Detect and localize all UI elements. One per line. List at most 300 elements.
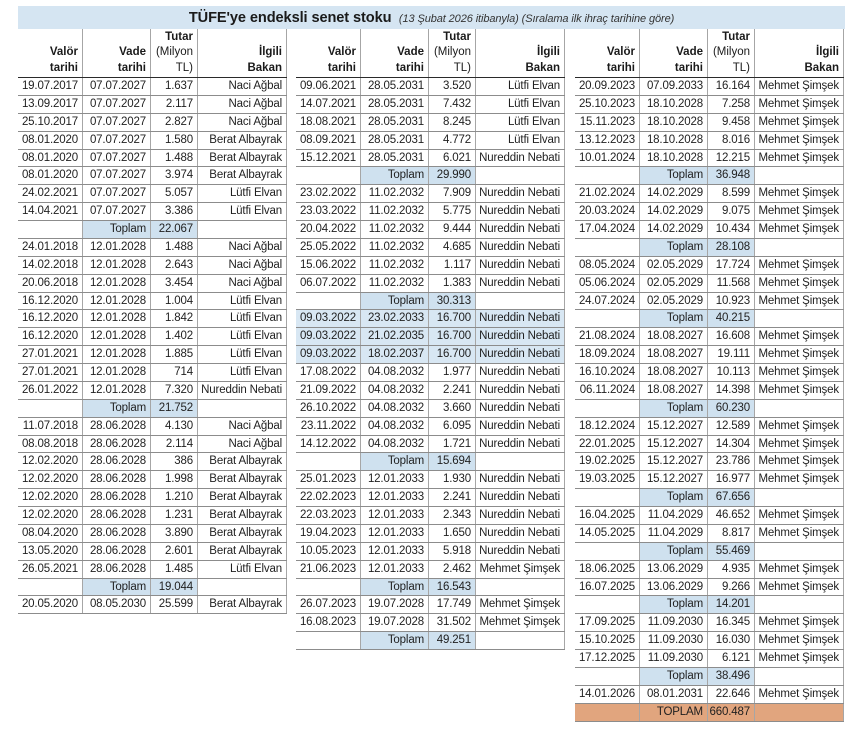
- total-value: 40.215: [707, 310, 754, 327]
- table-row: [18, 596, 287, 614]
- total-row: [296, 579, 565, 597]
- table-row: [575, 78, 844, 96]
- tutar-cell: 2.241: [428, 489, 475, 506]
- tutar-cell: 23.786: [707, 453, 754, 470]
- valor-cell: 21.06.2023: [299, 562, 356, 575]
- vade-cell: 08.05.2030: [82, 596, 150, 613]
- vade-cell: 12.01.2033: [360, 507, 428, 524]
- bakan-cell: Nureddin Nebati: [475, 382, 565, 399]
- table-row: [18, 364, 287, 382]
- total-label: Toplam: [639, 543, 707, 560]
- vade-cell: 14.02.2029: [639, 221, 707, 238]
- table-header: [575, 29, 844, 78]
- bakan-cell: Lütfi Elvan: [197, 346, 287, 363]
- header-valor-text: tarihi: [327, 61, 356, 74]
- table-row: [296, 257, 565, 275]
- header-vade: [639, 29, 707, 77]
- table-row: [575, 436, 844, 454]
- valor-cell: 14.12.2022: [299, 437, 356, 450]
- valor-cell: 19.07.2017: [21, 80, 78, 92]
- valor-cell: 14.05.2025: [578, 526, 635, 539]
- tutar-cell: 4.685: [428, 239, 475, 256]
- total-label: Toplam: [639, 400, 707, 417]
- total-value: 19.044: [150, 579, 197, 596]
- total-row: [575, 596, 844, 614]
- valor-cell: 22.01.2025: [578, 437, 635, 450]
- bakan-cell: Mehmet Şimşek: [754, 632, 844, 649]
- total-label: Toplam: [82, 579, 150, 596]
- total-label: Toplam: [360, 453, 428, 470]
- vade-cell: 18.02.2037: [360, 346, 428, 363]
- valor-cell: 15.11.2023: [579, 115, 635, 128]
- valor-cell: 18.09.2024: [578, 348, 635, 361]
- vade-cell: 11.02.2032: [360, 275, 428, 292]
- header-tutar-text: Tutar: [165, 31, 193, 44]
- vade-cell: 12.01.2033: [360, 561, 428, 578]
- table-row: [575, 346, 844, 364]
- tutar-cell: 386: [150, 453, 197, 470]
- table-row: [575, 328, 844, 346]
- vade-cell: 04.08.2032: [360, 364, 428, 381]
- bakan-cell: Berat Albayrak: [197, 543, 287, 560]
- valor-cell: 09.03.2022: [299, 348, 356, 361]
- table-row: [296, 507, 565, 525]
- bakan-cell: Mehmet Şimşek: [754, 471, 844, 488]
- header-tutar-text: (Milyon: [712, 46, 750, 59]
- table-row: [296, 400, 565, 418]
- valor-cell: 06.11.2024: [579, 383, 635, 396]
- tutar-cell: 3.520: [428, 78, 475, 95]
- bakan-cell: Mehmet Şimşek: [754, 382, 844, 399]
- valor-cell: 09.03.2022: [299, 312, 356, 325]
- valor-cell: 25.10.2017: [21, 115, 78, 128]
- bakan-cell: Mehmet Şimşek: [754, 507, 844, 524]
- valor-cell: 26.07.2023: [299, 598, 356, 611]
- header-bakan-text: İlgili: [259, 46, 282, 59]
- valor-cell: 23.03.2022: [299, 205, 356, 218]
- empty-cell: [18, 400, 82, 417]
- vade-cell: 18.10.2028: [639, 132, 707, 149]
- table-row: [18, 489, 287, 507]
- tutar-cell: 2.114: [150, 436, 197, 453]
- valor-cell: 16.08.2023: [299, 616, 356, 629]
- table-row: [575, 221, 844, 239]
- vade-cell: 11.02.2032: [360, 221, 428, 238]
- header-tutar-text: TL): [175, 61, 193, 74]
- tutar-cell: 16.030: [707, 632, 754, 649]
- bakan-cell: Naci Ağbal: [197, 257, 287, 274]
- vade-cell: 11.04.2029: [639, 525, 707, 542]
- table-group-1: [18, 29, 287, 614]
- total-row: [18, 400, 287, 418]
- empty-cell: [475, 632, 565, 649]
- vade-cell: 12.01.2033: [360, 471, 428, 488]
- valor-cell: 16.10.2024: [578, 366, 635, 378]
- vade-cell: 07.07.2027: [82, 132, 150, 149]
- bakan-cell: Mehmet Şimşek: [754, 436, 844, 453]
- header-vade-text: tarihi: [674, 61, 703, 74]
- header-tutar-text: Tutar: [443, 31, 471, 44]
- header-tutar: [707, 29, 754, 77]
- vade-cell: 11.02.2032: [360, 203, 428, 220]
- table-group-2: [296, 29, 565, 650]
- vade-cell: 04.08.2032: [360, 418, 428, 435]
- table-row: [18, 543, 287, 561]
- bakan-cell: Lütfi Elvan: [197, 293, 287, 310]
- bakan-cell: Berat Albayrak: [197, 167, 287, 184]
- total-value: 29.990: [428, 167, 475, 184]
- header-valor: [18, 29, 82, 77]
- total-row: [296, 167, 565, 185]
- bakan-cell: Nureddin Nebati: [475, 525, 565, 542]
- vade-cell: 28.06.2028: [82, 543, 150, 560]
- empty-cell: [754, 704, 844, 721]
- title-bar: [18, 6, 845, 29]
- total-value: 21.752: [150, 400, 197, 417]
- bakan-cell: Berat Albayrak: [197, 471, 287, 488]
- vade-cell: 07.07.2027: [82, 78, 150, 95]
- header-tutar: [150, 29, 197, 77]
- table-row: [18, 561, 287, 579]
- table-row: [296, 239, 565, 257]
- bakan-cell: Nureddin Nebati: [475, 310, 565, 327]
- valor-cell: 27.01.2021: [21, 348, 78, 361]
- valor-cell: 14.04.2021: [21, 205, 78, 218]
- empty-cell: [197, 400, 287, 417]
- vade-cell: 11.09.2030: [639, 614, 707, 631]
- total-row: [575, 543, 844, 561]
- table-row: [575, 382, 844, 400]
- valor-cell: 20.09.2023: [578, 80, 635, 92]
- vade-cell: 15.12.2027: [639, 471, 707, 488]
- vade-cell: 11.09.2030: [639, 632, 707, 649]
- total-row: [18, 221, 287, 239]
- table-row: [296, 221, 565, 239]
- vade-cell: 07.07.2027: [82, 150, 150, 167]
- vade-cell: 28.05.2031: [360, 96, 428, 113]
- tutar-cell: 1.580: [150, 132, 197, 149]
- tutar-cell: 4.935: [707, 561, 754, 578]
- header-bakan-text: İlgili: [537, 46, 560, 59]
- bakan-cell: Berat Albayrak: [197, 507, 287, 524]
- table-row: [296, 364, 565, 382]
- total-row: [296, 632, 565, 650]
- bakan-cell: Mehmet Şimşek: [754, 150, 844, 167]
- vade-cell: 07.07.2027: [82, 96, 150, 113]
- empty-cell: [754, 489, 844, 506]
- vade-cell: 12.01.2028: [82, 346, 150, 363]
- empty-cell: [296, 167, 360, 184]
- table-row: [575, 418, 844, 436]
- bakan-cell: Nureddin Nebati: [475, 328, 565, 345]
- table-row: [575, 364, 844, 382]
- total-label: Toplam: [639, 239, 707, 256]
- total-value: 38.496: [707, 668, 754, 685]
- table-row: [575, 686, 844, 704]
- table-row: [18, 525, 287, 543]
- header-bakan: [197, 29, 287, 77]
- tutar-cell: 22.646: [707, 686, 754, 703]
- tutar-cell: 7.432: [428, 96, 475, 113]
- bakan-cell: Nureddin Nebati: [475, 150, 565, 167]
- total-value: 28.108: [707, 239, 754, 256]
- table-subtitle: (13 Şubat 2026 itibanyla) (Sıralama ilk ihraç tarihine göre): [398, 13, 675, 25]
- total-row: [575, 167, 844, 185]
- empty-cell: [575, 596, 639, 613]
- tutar-cell: 12.589: [707, 418, 754, 435]
- tutar-cell: 16.164: [707, 78, 754, 95]
- valor-cell: 26.01.2022: [21, 383, 78, 396]
- tutar-cell: 1.231: [150, 507, 197, 524]
- total-label: Toplam: [360, 579, 428, 596]
- bakan-cell: Lütfi Elvan: [197, 310, 287, 327]
- valor-cell: 17.08.2022: [299, 366, 356, 378]
- tutar-cell: 1.485: [150, 561, 197, 578]
- empty-cell: [575, 704, 639, 721]
- tutar-cell: 1.637: [150, 78, 197, 95]
- bakan-cell: Mehmet Şimşek: [754, 96, 844, 113]
- empty-cell: [475, 453, 565, 470]
- bakan-cell: Naci Ağbal: [197, 239, 287, 256]
- total-label: Toplam: [639, 310, 707, 327]
- vade-cell: 14.02.2029: [639, 185, 707, 202]
- valor-cell: 16.12.2020: [21, 330, 78, 343]
- valor-cell: 15.12.2021: [299, 151, 356, 164]
- bakan-cell: Naci Ağbal: [197, 418, 287, 435]
- tutar-cell: 16.608: [707, 328, 754, 345]
- bakan-cell: Lütfi Elvan: [475, 114, 565, 131]
- table-row: [18, 418, 287, 436]
- vade-cell: 12.01.2028: [82, 310, 150, 327]
- vade-cell: 04.08.2032: [360, 382, 428, 399]
- tutar-cell: 2.827: [150, 114, 197, 131]
- table-row: [296, 436, 565, 454]
- table-row: [575, 203, 844, 221]
- grand-total-value: 660.487: [707, 704, 754, 721]
- header-valor-text: tarihi: [49, 61, 78, 74]
- vade-cell: 12.01.2033: [360, 525, 428, 542]
- valor-cell: 08.01.2020: [21, 151, 78, 164]
- table-header: [18, 29, 287, 78]
- empty-cell: [575, 167, 639, 184]
- tutar-cell: 16.977: [707, 471, 754, 488]
- tutar-cell: 1.998: [150, 471, 197, 488]
- tutar-cell: 12.215: [707, 150, 754, 167]
- vade-cell: 12.01.2033: [360, 543, 428, 560]
- empty-cell: [754, 543, 844, 560]
- bakan-cell: Lütfi Elvan: [475, 78, 565, 95]
- table-row: [575, 453, 844, 471]
- vade-cell: 02.05.2029: [639, 275, 707, 292]
- table-row: [296, 382, 565, 400]
- valor-cell: 10.01.2024: [578, 151, 635, 164]
- bakan-cell: Nureddin Nebati: [197, 382, 287, 399]
- tutar-cell: 6.121: [707, 650, 754, 667]
- valor-cell: 08.09.2021: [299, 133, 356, 146]
- bakan-cell: Mehmet Şimşek: [754, 561, 844, 578]
- table-row: [575, 632, 844, 650]
- tutar-cell: 1.383: [428, 275, 475, 292]
- total-value: 15.694: [428, 453, 475, 470]
- bakan-cell: Mehmet Şimşek: [754, 418, 844, 435]
- vade-cell: 07.07.2027: [82, 203, 150, 220]
- bakan-cell: Lütfi Elvan: [475, 96, 565, 113]
- table-row: [18, 185, 287, 203]
- total-value: 55.469: [707, 543, 754, 560]
- tutar-cell: 14.398: [707, 382, 754, 399]
- tutar-cell: 10.923: [707, 293, 754, 310]
- valor-cell: 05.06.2024: [578, 276, 635, 289]
- table-header: [296, 29, 565, 78]
- valor-cell: 18.08.2021: [299, 115, 356, 128]
- total-value: 22.067: [150, 221, 197, 238]
- bakan-cell: Mehmet Şimşek: [754, 686, 844, 703]
- table-row: [296, 471, 565, 489]
- bakan-cell: Nureddin Nebati: [475, 400, 565, 417]
- tutar-cell: 3.454: [150, 275, 197, 292]
- valor-cell: 16.12.2020: [21, 312, 78, 325]
- table-row: [18, 78, 287, 96]
- bakan-cell: Lütfi Elvan: [475, 132, 565, 149]
- table-row: [575, 185, 844, 203]
- total-label: Toplam: [639, 596, 707, 613]
- header-valor: [296, 29, 360, 77]
- vade-cell: 28.06.2028: [82, 561, 150, 578]
- grand-total-row: [575, 704, 844, 722]
- bakan-cell: Mehmet Şimşek: [754, 185, 844, 202]
- vade-cell: 07.07.2027: [82, 185, 150, 202]
- grand-total-label: TOPLAM: [639, 704, 707, 721]
- valor-cell: 13.05.2020: [21, 544, 78, 557]
- valor-cell: 08.08.2018: [21, 437, 78, 450]
- vade-cell: 12.01.2028: [82, 275, 150, 292]
- valor-cell: 10.05.2023: [299, 544, 356, 557]
- valor-cell: 19.03.2025: [578, 473, 635, 486]
- empty-cell: [197, 579, 287, 596]
- valor-cell: 24.02.2021: [21, 187, 78, 200]
- header-tutar-text: Tutar: [722, 31, 750, 44]
- valor-cell: 19.02.2025: [578, 455, 635, 468]
- tutar-cell: 714: [150, 364, 197, 381]
- tutar-cell: 9.444: [428, 221, 475, 238]
- tutar-cell: 8.599: [707, 185, 754, 202]
- table-row: [18, 310, 287, 328]
- bakan-cell: Nureddin Nebati: [475, 507, 565, 524]
- header-vade-text: Vade: [676, 46, 703, 59]
- vade-cell: 15.12.2027: [639, 436, 707, 453]
- header-tutar-text: TL): [453, 61, 471, 74]
- tutar-cell: 11.568: [707, 275, 754, 292]
- tutar-cell: 3.660: [428, 400, 475, 417]
- valor-cell: 12.02.2020: [21, 491, 78, 504]
- tutar-cell: 6.021: [428, 150, 475, 167]
- table-row: [18, 328, 287, 346]
- table-row: [18, 382, 287, 400]
- tutar-cell: 7.258: [707, 96, 754, 113]
- total-value: 49.251: [428, 632, 475, 649]
- valor-cell: 21.09.2022: [299, 383, 356, 396]
- table-row: [18, 150, 287, 168]
- total-value: 67.656: [707, 489, 754, 506]
- header-valor-text: tarihi: [606, 61, 635, 74]
- tutar-cell: 1.402: [150, 328, 197, 345]
- table-row: [296, 418, 565, 436]
- tutar-cell: 1.885: [150, 346, 197, 363]
- bakan-cell: Mehmet Şimşek: [475, 561, 565, 578]
- table-row: [18, 239, 287, 257]
- valor-cell: 08.04.2020: [21, 526, 78, 539]
- tutar-cell: 8.245: [428, 114, 475, 131]
- valor-cell: 16.12.2020: [21, 294, 78, 307]
- valor-cell: 17.12.2025: [578, 652, 635, 664]
- header-tutar-text: (Milyon: [155, 46, 193, 59]
- vade-cell: 15.12.2027: [639, 453, 707, 470]
- table-row: [575, 257, 844, 275]
- empty-cell: [575, 668, 639, 685]
- vade-cell: 19.07.2028: [360, 614, 428, 631]
- bakan-cell: Nureddin Nebati: [475, 436, 565, 453]
- tutar-cell: 1.117: [428, 257, 475, 274]
- header-vade-text: tarihi: [117, 61, 146, 74]
- valor-cell: 21.02.2024: [578, 187, 635, 200]
- bakan-cell: Mehmet Şimşek: [475, 614, 565, 631]
- tutar-cell: 8.016: [707, 132, 754, 149]
- valor-cell: 26.05.2021: [21, 562, 78, 575]
- total-row: [18, 579, 287, 597]
- bakan-cell: Lütfi Elvan: [197, 328, 287, 345]
- tutar-cell: 16.700: [428, 346, 475, 363]
- vade-cell: 12.01.2028: [82, 382, 150, 399]
- header-vade-text: Vade: [397, 46, 424, 59]
- tutar-cell: 7.909: [428, 185, 475, 202]
- empty-cell: [575, 310, 639, 327]
- empty-cell: [475, 293, 565, 310]
- empty-cell: [754, 400, 844, 417]
- bakan-cell: Lütfi Elvan: [197, 203, 287, 220]
- valor-cell: 16.04.2025: [578, 509, 635, 521]
- total-label: Toplam: [82, 221, 150, 238]
- valor-cell: 25.05.2022: [299, 240, 356, 253]
- bakan-cell: Mehmet Şimşek: [754, 114, 844, 131]
- valor-cell: 08.01.2020: [21, 169, 78, 182]
- total-row: [575, 310, 844, 328]
- vade-cell: 18.10.2028: [639, 150, 707, 167]
- vade-cell: 28.06.2028: [82, 471, 150, 488]
- valor-cell: 26.10.2022: [299, 401, 356, 414]
- table-row: [575, 114, 844, 132]
- bakan-cell: Berat Albayrak: [197, 596, 287, 613]
- vade-cell: 12.01.2028: [82, 328, 150, 345]
- vade-cell: 15.12.2027: [639, 418, 707, 435]
- empty-cell: [18, 221, 82, 238]
- total-value: 36.948: [707, 167, 754, 184]
- empty-cell: [296, 632, 360, 649]
- table-row: [18, 96, 287, 114]
- vade-cell: 18.08.2027: [639, 328, 707, 345]
- table-row: [296, 489, 565, 507]
- tutar-cell: 4.130: [150, 418, 197, 435]
- header-tutar: [428, 29, 475, 77]
- tutar-cell: 1.488: [150, 239, 197, 256]
- bakan-cell: Naci Ağbal: [197, 78, 287, 95]
- tutar-cell: 9.075: [707, 203, 754, 220]
- tutar-cell: 4.772: [428, 132, 475, 149]
- vade-cell: 28.05.2031: [360, 114, 428, 131]
- empty-cell: [475, 579, 565, 596]
- tutar-cell: 5.775: [428, 203, 475, 220]
- bakan-cell: Mehmet Şimşek: [754, 364, 844, 381]
- tutar-cell: 1.842: [150, 310, 197, 327]
